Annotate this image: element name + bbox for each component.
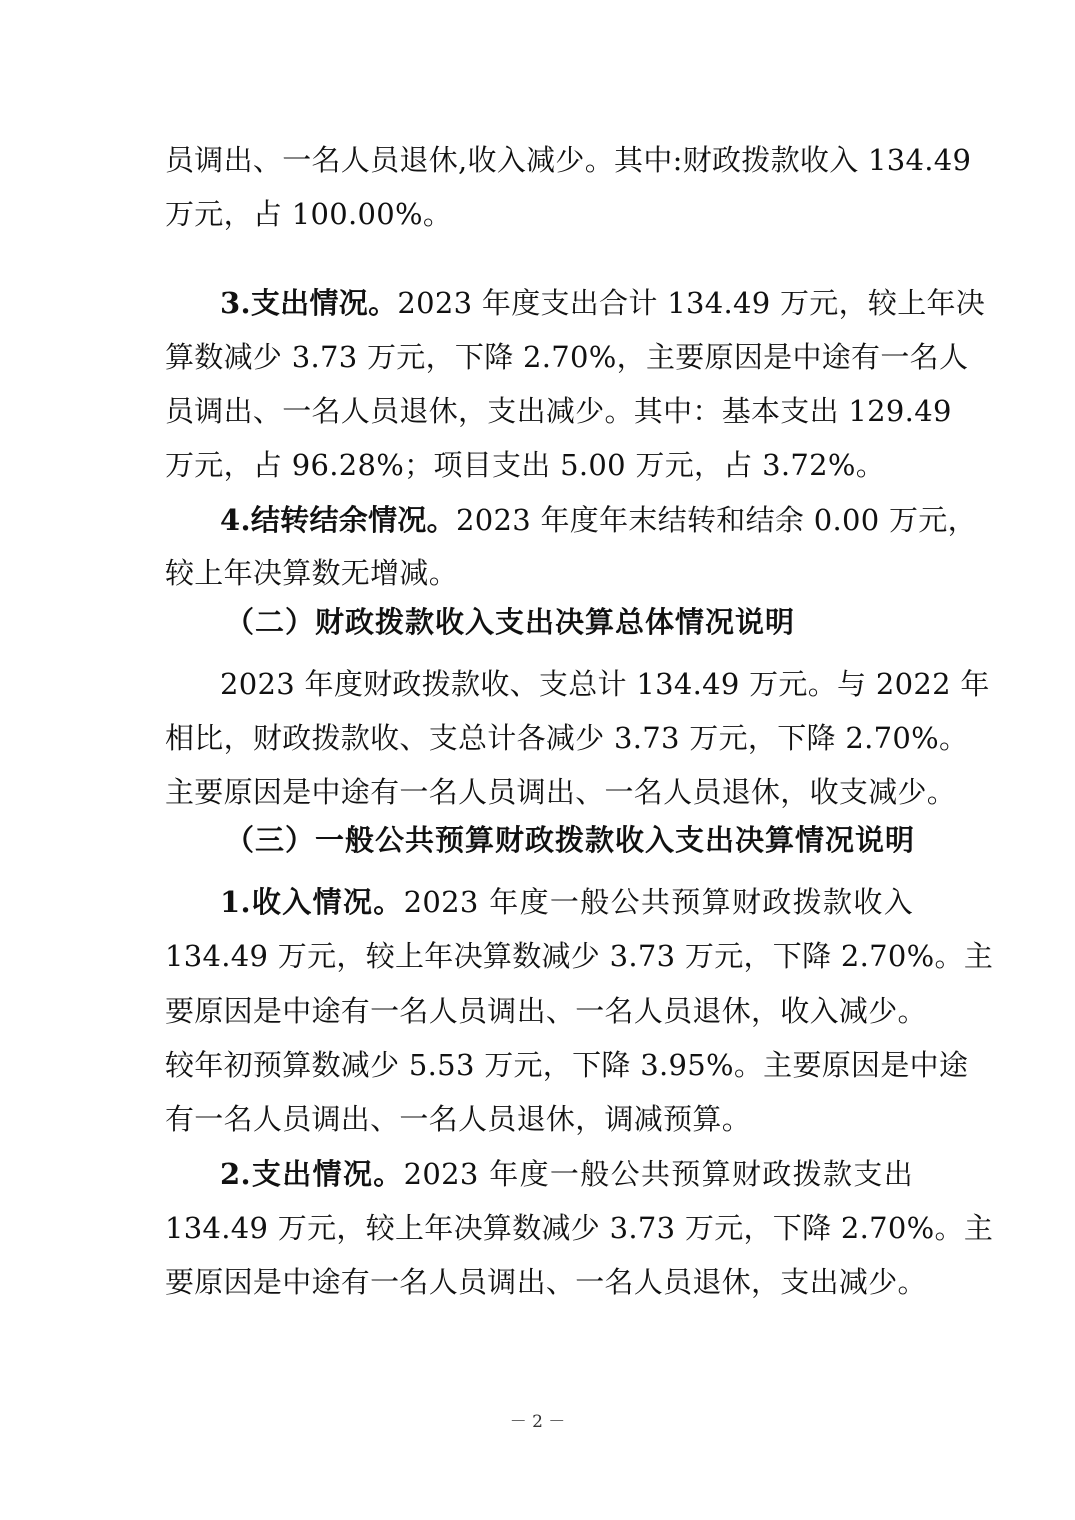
- page-number: － 2 －: [509, 1412, 566, 1432]
- paragraph-1-line-2: 万元，占 100.00%。: [165, 197, 453, 231]
- paragraph-5-line-5: 有一名人员调出、一名人员退休，调减预算。: [165, 1102, 752, 1136]
- paragraph-6-line-1-text: 2023 年度一般公共预算财政拨款支出: [403, 1157, 914, 1191]
- paragraph-5-line-1: [220, 882, 913, 922]
- paragraph-4-line-1: 2023 年度财政拨款收、支总计 134.49 万元。与 2022 年: [220, 667, 990, 701]
- paragraph-3-line-1: [220, 500, 977, 540]
- paragraph-5-lead: 1.收入情况。: [220, 885, 404, 919]
- section-heading-2: （二）财政拨款收入支出决算总体情况说明: [225, 605, 796, 639]
- paragraph-6-lead: 2.支出情况。: [220, 1157, 404, 1191]
- paragraph-4-line-2: 相比，财政拨款收、支总计各减少 3.73 万元，下降 2.70%。: [165, 721, 969, 755]
- paragraph-1-line-1: 员调出、一名人员退休,收入减少。其中:财政拨款收入 134.49: [165, 143, 972, 177]
- paragraph-5-line-3: 要原因是中途有一名人员调出、一名人员退休，收入减少。: [165, 994, 927, 1028]
- paragraph-2-line-1-text: 2023 年度支出合计 134.49 万元，较上年决: [397, 286, 986, 320]
- paragraph-4-line-3: 主要原因是中途有一名人员调出、一名人员退休，收支减少。: [165, 775, 957, 809]
- paragraph-2-line-1: [220, 283, 986, 323]
- paragraph-5-line-4: 较年初预算数减少 5.53 万元，下降 3.95%。主要原因是中途: [165, 1048, 969, 1082]
- paragraph-2-line-3: 员调出、一名人员退休，支出减少。其中：基本支出 129.49: [165, 394, 952, 428]
- paragraph-5-line-1-text: 2023 年度一般公共预算财政拨款收入: [403, 885, 914, 919]
- section-heading-3: （三）一般公共预算财政拨款收入支出决算情况说明: [225, 823, 916, 857]
- paragraph-3-line-2: 较上年决算数无增减。: [165, 556, 459, 590]
- paragraph-6-line-2: 134.49 万元，较上年决算数减少 3.73 万元，下降 2.70%。主: [165, 1211, 994, 1245]
- paragraph-6-line-3: 要原因是中途有一名人员调出、一名人员退休，支出减少。: [165, 1265, 927, 1299]
- paragraph-2-lead: 3.支出情况。: [220, 286, 398, 320]
- paragraph-3-lead: 4.结转结余情况。: [220, 503, 456, 537]
- paragraph-2-line-4: 万元，占 96.28%；项目支出 5.00 万元，占 3.72%。: [165, 448, 886, 482]
- paragraph-6-line-1: [220, 1154, 913, 1194]
- paragraph-2-line-2: 算数减少 3.73 万元，下降 2.70%，主要原因是中途有一名人: [165, 340, 969, 374]
- paragraph-5-line-2: 134.49 万元，较上年决算数减少 3.73 万元，下降 2.70%。主: [165, 939, 994, 973]
- paragraph-3-line-1-text: 2023 年度年末结转和结余 0.00 万元，: [455, 503, 977, 537]
